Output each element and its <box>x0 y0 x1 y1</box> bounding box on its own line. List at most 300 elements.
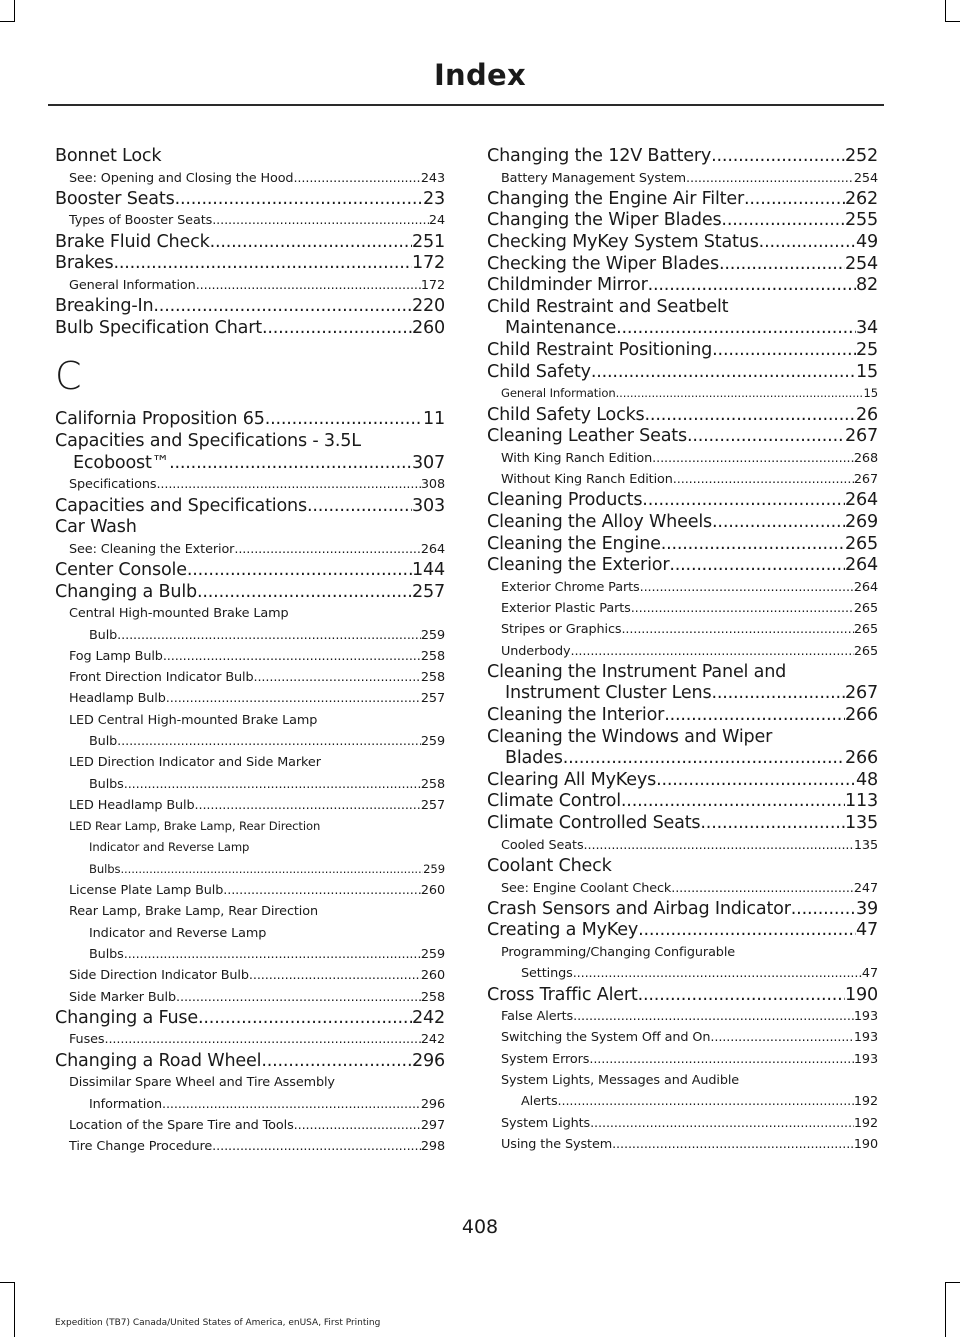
entry-text: Alerts <box>521 1094 558 1110</box>
entry-text: Coolant Check <box>487 855 612 876</box>
page-ref: 26 <box>856 404 878 425</box>
index-entry <box>55 146 445 168</box>
index-entry <box>487 662 878 684</box>
index-subentry <box>55 880 445 901</box>
page-ref: 190 <box>845 984 878 1005</box>
leader-dots <box>638 985 845 1007</box>
page-ref: 298 <box>420 1139 445 1155</box>
entry-text: See: Cleaning the Exterior <box>69 541 235 557</box>
leader-dots <box>254 667 421 688</box>
entry-text: Ecoboost™ <box>73 452 170 473</box>
entry-text: Checking the Wiper Blades <box>487 253 720 274</box>
index-entry <box>487 426 878 448</box>
entry-text: Breaking-In <box>55 296 154 317</box>
index-subentry <box>487 1070 878 1091</box>
page-ref: 193 <box>853 1051 878 1067</box>
leader-dots <box>198 1008 412 1030</box>
index-entry <box>487 232 878 254</box>
leader-dots <box>616 383 864 404</box>
leader-dots <box>187 560 412 582</box>
index-column-right <box>487 146 878 1155</box>
page-ref: 255 <box>845 210 878 231</box>
page-ref: 296 <box>412 1050 445 1071</box>
index-subentry <box>487 1006 878 1027</box>
index-subentry <box>487 619 878 640</box>
entry-continuation <box>55 923 445 944</box>
index-entry <box>487 340 878 362</box>
leader-dots <box>212 210 429 231</box>
entry-text: Cleaning the Engine <box>487 533 661 554</box>
index-subentry <box>55 1029 445 1050</box>
entry-text: Exterior Chrome Parts <box>501 579 640 595</box>
page-ref: 258 <box>420 670 445 686</box>
page-ref: 265 <box>853 600 878 616</box>
page-ref: 24 <box>428 213 445 229</box>
leader-dots <box>153 296 412 318</box>
entry-text: Side Marker Bulb <box>69 989 177 1005</box>
entry-text: Types of Booster Seats <box>69 213 213 229</box>
entry-text: Indicator and Reverse Lamp <box>89 840 250 855</box>
index-subentry <box>55 667 445 688</box>
crop-mark-bottom-left-v <box>14 1282 15 1337</box>
page-ref: 258 <box>420 776 445 792</box>
page-ref: 308 <box>420 477 445 493</box>
leader-dots <box>573 963 862 984</box>
leader-dots <box>642 490 845 512</box>
page-ref: 25 <box>856 340 878 361</box>
leader-dots <box>563 748 845 770</box>
page-ref: 297 <box>420 1117 445 1133</box>
page-ref: 220 <box>412 296 445 317</box>
index-subentry <box>487 598 878 619</box>
page-ref: 264 <box>853 579 878 595</box>
index-subentry <box>55 710 445 731</box>
leader-dots <box>744 189 845 211</box>
index-entry <box>487 146 878 168</box>
page-ref: 47 <box>861 966 878 982</box>
index-subentry <box>55 210 445 231</box>
leader-dots <box>196 275 421 296</box>
index-subentry <box>487 469 878 490</box>
index-entry <box>487 210 878 232</box>
page-ref: 193 <box>853 1009 878 1025</box>
leader-dots <box>294 1115 421 1136</box>
index-subentry <box>55 1136 445 1157</box>
leader-dots <box>104 1029 420 1050</box>
leader-dots <box>262 318 412 340</box>
index-subentry <box>55 1115 445 1136</box>
page-ref: 39 <box>856 898 878 919</box>
index-entry <box>487 899 878 921</box>
page-ref: 135 <box>845 813 878 834</box>
entry-text: Instrument Cluster Lens <box>505 683 712 704</box>
entry-text: California Proposition 65 <box>55 409 265 430</box>
index-entry <box>487 770 878 792</box>
entry-text: False Alerts <box>501 1009 574 1025</box>
page-ref: 113 <box>845 791 878 812</box>
entry-text: Information <box>89 1096 162 1112</box>
leader-dots <box>612 1134 854 1155</box>
index-subentry <box>487 1113 878 1134</box>
page-ref: 259 <box>423 861 445 876</box>
leader-dots <box>687 426 845 448</box>
index-entry <box>55 582 445 604</box>
index-entry <box>487 254 878 276</box>
entry-text: Maintenance <box>505 318 617 339</box>
entry-text: Underbody <box>501 643 571 659</box>
entry-text: Fuses <box>69 1032 105 1048</box>
index-subentry <box>487 641 878 662</box>
entry-text: Car Wash <box>55 517 137 538</box>
entry-text: Changing the Engine Air Filter <box>487 188 745 209</box>
page-ref: 190 <box>853 1136 878 1152</box>
leader-dots <box>711 683 845 705</box>
entry-continuation <box>487 963 878 984</box>
leader-dots <box>656 770 856 792</box>
page-ref: 15 <box>863 386 878 401</box>
leader-dots <box>120 859 423 880</box>
entry-continuation <box>55 453 445 475</box>
entry-text: Fog Lamp Bulb <box>69 648 163 664</box>
page-ref: 269 <box>845 511 878 532</box>
page-ref: 265 <box>853 622 878 638</box>
index-entry <box>55 189 445 211</box>
leader-dots <box>616 318 856 340</box>
leader-dots <box>197 582 412 604</box>
index-subentry <box>55 688 445 709</box>
entry-text: Cooled Seats <box>501 837 584 853</box>
page-ref: 303 <box>412 495 445 516</box>
leader-dots <box>719 254 845 276</box>
index-entry <box>487 512 878 534</box>
leader-dots <box>590 1113 854 1134</box>
index-subentry <box>55 539 445 560</box>
leader-dots <box>661 534 845 556</box>
page-ref: 252 <box>845 146 878 166</box>
leader-dots <box>175 189 423 211</box>
index-entry <box>55 431 445 453</box>
entry-text: Switching the System Off and On <box>501 1030 711 1046</box>
index-subentry <box>55 1072 445 1093</box>
leader-dots <box>124 774 421 795</box>
leader-dots <box>117 731 421 752</box>
page-ref: 48 <box>856 769 878 790</box>
entry-text: Booster Seats <box>55 188 175 209</box>
entry-text: With King Ranch Edition <box>501 450 653 466</box>
page-ref: 254 <box>853 170 878 186</box>
entry-continuation <box>487 318 878 340</box>
page-ref: 254 <box>845 253 878 274</box>
crop-mark-top-right-v <box>945 0 946 22</box>
page-ref: 15 <box>856 361 878 382</box>
page-ref: 267 <box>853 472 878 488</box>
leader-dots <box>712 512 845 534</box>
page-ref: 260 <box>420 968 445 984</box>
index-entry <box>55 318 445 340</box>
entry-text: Bulb Specification Chart <box>55 317 262 338</box>
entry-text: Childminder Mirror <box>487 275 648 296</box>
crop-mark-top-right-h <box>945 21 960 22</box>
entry-continuation <box>55 837 445 858</box>
page-ref: 259 <box>420 627 445 643</box>
leader-dots <box>671 878 854 899</box>
page-ref: 251 <box>412 231 445 252</box>
entry-text: License Plate Lamp Bulb <box>69 883 224 899</box>
index-entry <box>55 296 445 318</box>
entry-text: Specifications <box>69 477 157 493</box>
leader-dots <box>640 577 854 598</box>
entry-text: Crash Sensors and Airbag Indicator <box>487 898 791 919</box>
crop-mark-bottom-right-v <box>945 1282 946 1337</box>
index-subentry <box>55 795 445 816</box>
entry-text: Climate Control <box>487 791 621 812</box>
index-entry <box>487 856 878 878</box>
page-ref: 257 <box>420 691 445 707</box>
entry-continuation <box>55 731 445 752</box>
page-ref: 264 <box>845 555 878 576</box>
page-ref: 264 <box>420 541 445 557</box>
leader-dots <box>176 987 421 1008</box>
entry-text: Child Restraint Positioning <box>487 340 713 361</box>
title-rule <box>48 104 884 106</box>
entry-text: Stripes or Graphics <box>501 622 622 638</box>
leader-dots <box>307 496 412 518</box>
index-subentry <box>55 646 445 667</box>
leader-dots <box>645 405 856 427</box>
page-ref: 264 <box>845 490 878 511</box>
leader-dots <box>265 409 423 431</box>
leader-dots <box>700 813 845 835</box>
index-entry <box>487 362 878 384</box>
index-subentry <box>55 168 445 189</box>
index-subentry <box>487 942 878 963</box>
index-entry <box>55 232 445 254</box>
index-entry <box>487 297 878 319</box>
page-ref: 49 <box>856 232 878 253</box>
index-subentry <box>487 383 878 404</box>
entry-continuation <box>55 859 445 880</box>
page-ref: 242 <box>412 1007 445 1028</box>
page-ref: 172 <box>420 277 445 293</box>
index-entry <box>487 791 878 813</box>
entry-text: LED Headlamp Bulb <box>69 797 195 813</box>
crop-mark-top-left-h <box>0 21 15 22</box>
leader-dots <box>169 453 412 475</box>
index-entry <box>487 405 878 427</box>
entry-text: Side Direction Indicator Bulb <box>69 968 249 984</box>
crop-mark-bottom-left-h <box>0 1282 15 1283</box>
page-ref: 257 <box>412 581 445 602</box>
entry-text: Bonnet Lock <box>55 146 162 166</box>
index-subentry <box>487 168 878 189</box>
entry-continuation <box>487 748 878 770</box>
leader-dots <box>117 625 421 646</box>
leader-dots <box>721 210 845 232</box>
page-ref: 192 <box>853 1094 878 1110</box>
leader-dots <box>163 646 421 667</box>
entry-text: Cross Traffic Alert <box>487 984 638 1005</box>
page-ref: 243 <box>420 170 445 186</box>
entry-continuation <box>55 625 445 646</box>
leader-dots <box>759 232 856 254</box>
entry-text: System Lights, Messages and Audible <box>501 1073 740 1089</box>
page-ref: 307 <box>412 452 445 473</box>
entry-text: LED Direction Indicator and Side Marker <box>69 755 321 771</box>
leader-dots <box>156 474 420 495</box>
entry-text: Checking MyKey System Status <box>487 232 759 253</box>
leader-dots <box>711 146 845 168</box>
page-ref: 265 <box>853 643 878 659</box>
leader-dots <box>234 539 421 560</box>
index-entry <box>487 727 878 749</box>
entry-text: Indicator and Reverse Lamp <box>89 925 267 941</box>
index-entry <box>55 560 445 582</box>
entry-text: Settings <box>521 966 573 982</box>
entry-text: Location of the Spare Tire and Tools <box>69 1117 294 1133</box>
leader-dots <box>293 168 420 189</box>
leader-dots <box>686 168 854 189</box>
entry-text: Rear Lamp, Brake Lamp, Rear Direction <box>69 904 319 920</box>
leader-dots <box>631 598 854 619</box>
entry-text: Front Direction Indicator Bulb <box>69 670 254 686</box>
leader-dots <box>591 362 856 384</box>
page-ref: 172 <box>412 253 445 274</box>
index-entry <box>55 409 445 431</box>
entry-text: Cleaning Leather Seats <box>487 426 687 447</box>
page-ref: 259 <box>420 733 445 749</box>
entry-continuation <box>55 774 445 795</box>
page-ref: 247 <box>853 880 878 896</box>
entry-text: System Lights <box>501 1115 591 1131</box>
entry-text: Capacities and Specifications - 3.5L <box>55 431 361 452</box>
page-ref: 260 <box>412 317 445 338</box>
entry-text: Bulb <box>89 627 118 643</box>
leader-dots <box>166 688 421 709</box>
entry-text: Brakes <box>55 253 114 274</box>
index-subentry <box>55 987 445 1008</box>
entry-text: Battery Management System <box>501 170 687 186</box>
leader-dots <box>195 795 421 816</box>
page-ref: 266 <box>845 705 878 726</box>
entry-continuation <box>55 944 445 965</box>
leader-dots <box>162 1094 421 1115</box>
index-entry <box>487 920 878 942</box>
leader-dots <box>791 899 856 921</box>
page-ref: 82 <box>856 275 878 296</box>
entry-text: See: Opening and Closing the Hood <box>69 170 294 186</box>
entry-text: Using the System <box>501 1136 613 1152</box>
page-ref: 34 <box>856 318 878 339</box>
entry-text: Center Console <box>55 560 187 581</box>
page-ref: 257 <box>420 797 445 813</box>
leader-dots <box>710 1027 853 1048</box>
leader-dots <box>652 448 854 469</box>
index-entry <box>55 1051 445 1073</box>
entry-continuation <box>487 683 878 705</box>
entry-text: Programming/Changing Configurable <box>501 945 736 960</box>
page-ref: 265 <box>845 533 878 554</box>
index-entry <box>55 253 445 275</box>
page-ref: 242 <box>420 1032 445 1048</box>
page-ref: 47 <box>856 920 878 941</box>
index-entry <box>487 985 878 1007</box>
page-ref: 268 <box>853 450 878 466</box>
page-number: 408 <box>461 1216 499 1238</box>
entry-text: Cleaning the Instrument Panel and <box>487 661 787 682</box>
entry-text: Changing the 12V Battery <box>487 146 712 166</box>
index-subentry <box>55 752 445 773</box>
index-entry <box>487 189 878 211</box>
index-entry <box>487 813 878 835</box>
entry-text: LED Rear Lamp, Brake Lamp, Rear Direction <box>69 819 321 834</box>
index-subentry <box>487 448 878 469</box>
leader-dots <box>664 705 845 727</box>
entry-text: Brake Fluid Check <box>55 231 210 252</box>
entry-text: General Information <box>501 386 616 401</box>
entry-text: Dissimilar Spare Wheel and Tire Assembly <box>69 1075 335 1091</box>
publication-footer: Expedition (TB7) Canada/United States of America, enUSA, First Printing <box>55 1318 381 1328</box>
entry-text: General Information <box>69 277 196 293</box>
entry-text: Without King Ranch Edition <box>501 472 673 488</box>
index-entry <box>55 496 445 518</box>
entry-text: Cleaning the Interior <box>487 705 665 726</box>
leader-dots <box>124 944 421 965</box>
leader-dots <box>673 469 854 490</box>
entry-text: Creating a MyKey <box>487 920 639 941</box>
index-subentry <box>55 603 445 624</box>
index-subentry <box>487 878 878 899</box>
entry-text: Cleaning the Windows and Wiper <box>487 726 773 747</box>
index-column-left <box>55 146 445 1158</box>
page-ref: 259 <box>420 946 445 962</box>
page-ref: 267 <box>845 683 878 704</box>
page-ref: 258 <box>420 989 445 1005</box>
crop-mark-bottom-right-h <box>945 1282 960 1283</box>
leader-dots <box>210 232 412 254</box>
entry-text: Changing a Road Wheel <box>55 1050 262 1071</box>
leader-dots <box>712 340 856 362</box>
leader-dots <box>638 920 856 942</box>
page-ref: 266 <box>845 748 878 769</box>
page-title: Index <box>433 58 527 92</box>
leader-dots <box>621 791 845 813</box>
entry-text: Blades <box>505 748 563 769</box>
page-ref: 193 <box>853 1030 878 1046</box>
leader-dots <box>249 965 421 986</box>
index-subentry <box>487 1134 878 1155</box>
index-subentry <box>55 901 445 922</box>
entry-text: Changing a Fuse <box>55 1007 199 1028</box>
entry-text: Exterior Plastic Parts <box>501 600 631 616</box>
page-ref: 258 <box>420 648 445 664</box>
section-letter: C <box>55 354 82 399</box>
index-subentry <box>55 816 445 837</box>
index-subentry <box>55 965 445 986</box>
index-subentry <box>487 1027 878 1048</box>
leader-dots <box>584 835 854 856</box>
entry-text: Cleaning the Alloy Wheels <box>487 511 713 532</box>
leader-dots <box>212 1136 421 1157</box>
page-ref: 135 <box>853 837 878 853</box>
leader-dots <box>113 253 412 275</box>
entry-continuation <box>487 1091 878 1112</box>
index-entry <box>487 534 878 556</box>
entry-text: LED Central High-mounted Brake Lamp <box>69 712 318 728</box>
index-entry <box>487 555 878 577</box>
entry-text: Child Restraint and Seatbelt <box>487 296 729 317</box>
entry-text: Bulbs <box>89 776 124 792</box>
index-subentry <box>487 1049 878 1070</box>
